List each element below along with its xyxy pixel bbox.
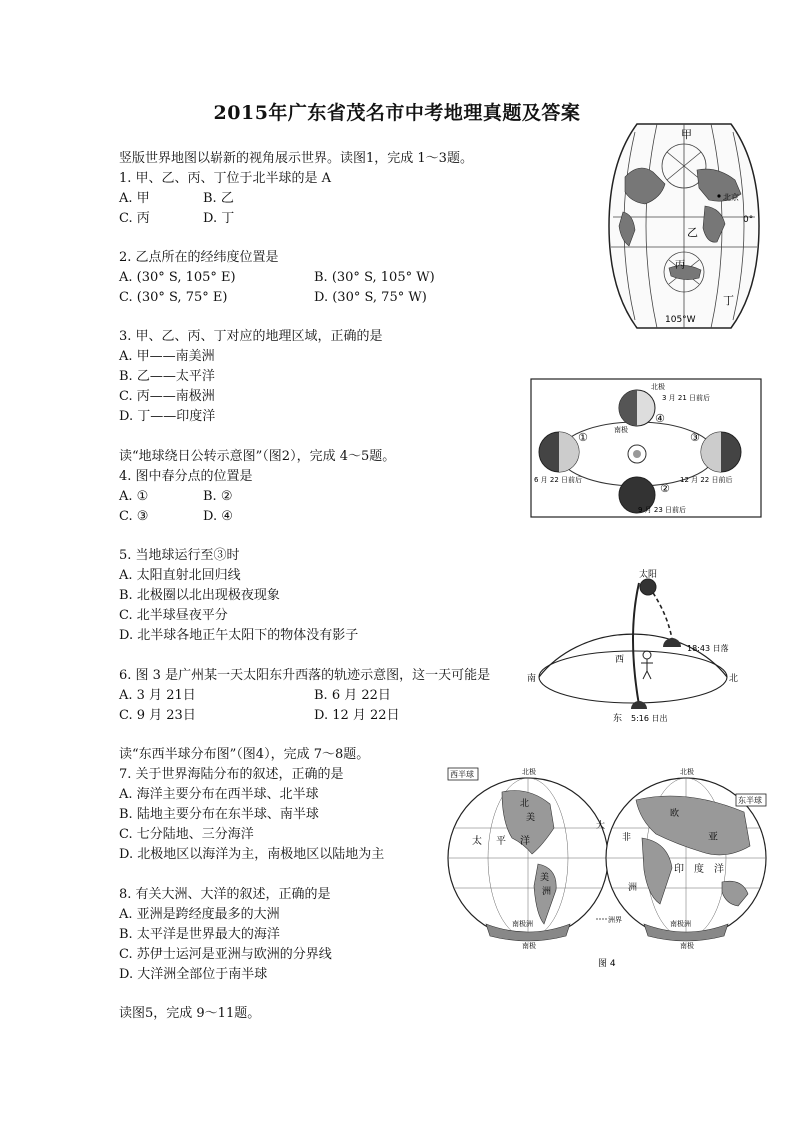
fig1-label-bing: 丙 [675, 260, 685, 271]
fig4-west-hemi: 西半球 [450, 770, 474, 779]
question-1: 1. 甲、乙、丙、丁位于北半球的是 A [119, 171, 332, 186]
fig4-north-pole-w: 北极 [522, 768, 536, 776]
fig1-label-beijing: 北京 [723, 193, 739, 202]
q1-option-b: B. 乙 [203, 191, 234, 206]
sun-path-dashed [649, 587, 673, 645]
q6-option-c: C. 9 月 23日 [119, 708, 196, 723]
question-2: 2. 乙点所在的经纬度位置是 [119, 250, 279, 265]
q2-option-b: B. (30° S, 105° W) [314, 270, 435, 285]
sun-path [633, 583, 639, 705]
fig4-east-hemi: 东半球 [738, 796, 762, 805]
q5-option-a: A. 太阳直射北回归线 [119, 568, 241, 583]
fig4-south-pole-e: 南极 [680, 942, 694, 950]
intro-fig5: 读图5，完成 9～11题。 [119, 1006, 261, 1021]
fig2-jun22: 6 月 22 日前后 [534, 476, 583, 484]
question-8: 8. 有关大洲、大洋的叙述，正确的是 [119, 887, 331, 902]
fig1-label-lon: 105°W [665, 315, 696, 325]
sun-rising [631, 701, 647, 709]
q8-option-a: A. 亚洲是跨经度最多的大洲 [119, 907, 280, 922]
q6-option-b: B. 6 月 22日 [314, 688, 391, 703]
fig4-mei-n: 美 [526, 813, 536, 823]
fig3-sun-label: 太阳 [639, 570, 658, 580]
fig4-tai: 太 [472, 836, 482, 847]
fig3-east: 东 [613, 714, 623, 724]
q7-option-b: B. 陆地主要分布在东半球、南半球 [119, 807, 319, 822]
figure-2-earth-revolution [530, 378, 762, 518]
fig2-n1: ① [578, 431, 588, 444]
q1-option-c: C. 丙 [119, 211, 150, 226]
fig4-ping: 平 [496, 836, 506, 847]
question-7: 7. 关于世界海陆分布的叙述，正确的是 [119, 767, 344, 782]
fig4-du: 度 [694, 864, 704, 875]
question-3: 3. 甲、乙、丙、丁对应的地理区域，正确的是 [119, 329, 383, 344]
q4-option-c: C. ③ [119, 509, 149, 524]
page-title: 2015年广东省茂名市中考地理真题及答案 [213, 102, 581, 124]
q7-option-a: A. 海洋主要分布在西半球、北半球 [119, 787, 319, 802]
fig4-da: 大 [596, 821, 606, 831]
question-4: 4. 图中春分点的位置是 [119, 469, 253, 484]
fig1-label-zero: 0° [743, 215, 754, 225]
fig4-north-pole-e: 北极 [680, 768, 694, 776]
fig2-n2: ② [660, 482, 670, 495]
fig4-ou: 欧 [670, 809, 680, 819]
q8-option-c: C. 苏伊士运河是亚洲与欧洲的分界线 [119, 947, 332, 962]
q2-option-d: D. (30° S, 75° W) [314, 290, 427, 305]
fig4-ya: 亚 [708, 832, 718, 843]
fig4-yang-e: 洋 [714, 864, 724, 875]
fig3-north: 北 [729, 674, 739, 684]
fig2-n3: ③ [690, 431, 700, 444]
q3-option-d: D. 丁——印度洋 [119, 409, 216, 424]
fig3-sunrise: 5:16 日出 [631, 714, 668, 723]
q5-option-b: B. 北极圈以北出现极夜现象 [119, 588, 280, 603]
fig3-west: 西 [615, 655, 625, 665]
sun-setting [663, 638, 681, 647]
q5-option-d: D. 北半球各地正午太阳下的物体没有影子 [119, 628, 359, 643]
fig2-sep23: 9 月 23 日前后 [638, 506, 687, 514]
figure-1-vertical-world-map [605, 122, 763, 330]
q8-option-d: D. 大洋洲全部位于南半球 [119, 967, 268, 982]
fig3-sunset: 18:43 日落 [687, 644, 729, 653]
intro-fig4: 读“东西半球分布图”（图4），完成 7～8题。 [119, 747, 370, 762]
q8-option-b: B. 太平洋是世界最大的海洋 [119, 927, 280, 942]
intro-fig2: 读“地球绕日公转示意图”（图2），完成 4～5题。 [119, 449, 396, 464]
q2-option-a: A. (30° S, 105° E) [119, 270, 236, 285]
figure-4-hemispheres [446, 764, 768, 974]
q7-option-d: D. 北极地区以海洋为主，南极地区以陆地为主 [119, 847, 385, 862]
q7-option-c: C. 七分陆地、三分海洋 [119, 827, 254, 842]
fig4-bei: 北 [520, 799, 530, 809]
fig2-south-pole: 南极 [614, 426, 628, 434]
fig4-nanji-zhou-e: 南极洲 [670, 920, 691, 928]
earth-left [539, 432, 579, 472]
fig1-label-jia: 甲 [681, 128, 692, 141]
fig4-zhoujie: 洲界 [608, 916, 622, 924]
fig2-north-pole: 北极 [651, 383, 665, 391]
beijing-dot [717, 194, 720, 197]
fig4-yang-w: 洋 [520, 836, 530, 847]
q3-option-b: B. 乙——太平洋 [119, 369, 215, 384]
fig4-south-pole-w: 南极 [522, 942, 536, 950]
question-5: 5. 当地球运行至③时 [119, 548, 240, 563]
fig2-n4: ④ [655, 412, 665, 425]
q3-option-c: C. 丙——南极洲 [119, 389, 215, 404]
fig4-nanji-zhou-w: 南极洲 [512, 920, 533, 928]
figure-3-sun-path [527, 565, 747, 727]
fig1-label-yi: 乙 [687, 226, 698, 239]
q5-option-c: C. 北半球昼夜平分 [119, 608, 228, 623]
fig4-yin: 印 [674, 864, 684, 875]
fig1-label-ding: 丁 [723, 294, 734, 307]
fig2-dec22: 12 月 22 日前后 [680, 476, 733, 484]
q3-option-a: A. 甲——南美洲 [119, 349, 215, 364]
sun-core [633, 450, 641, 458]
q6-option-a: A. 3 月 21日 [119, 688, 196, 703]
question-6: 6. 图 3 是广州某一天太阳东升西落的轨迹示意图，这一天可能是 [119, 668, 491, 683]
q4-option-a: A. ① [119, 489, 149, 504]
fig4-zhou-e: 洲 [628, 883, 638, 893]
fig3-south: 南 [527, 674, 537, 684]
q4-option-b: B. ② [203, 489, 233, 504]
fig4-mei-s: 美 [540, 873, 550, 883]
earth-top [619, 390, 655, 426]
q6-option-d: D. 12 月 22日 [314, 708, 400, 723]
fig4-fei: 非 [622, 833, 632, 843]
q2-option-c: C. (30° S, 75° E) [119, 290, 228, 305]
intro-fig1: 竖版世界地图以崭新的视角展示世界。读图1，完成 1～3题。 [119, 151, 473, 166]
earth-right [701, 432, 741, 472]
person-figure [641, 651, 653, 679]
q4-option-d: D. ④ [203, 509, 233, 524]
fig4-caption: 图 4 [598, 959, 616, 969]
q1-option-a: A. 甲 [119, 191, 150, 206]
fig2-mar21: 3 月 21 日前后 [662, 394, 711, 402]
sun-noon [640, 579, 656, 595]
q1-option-d: D. 丁 [203, 211, 235, 226]
fig4-zhou-s: 洲 [542, 887, 552, 897]
